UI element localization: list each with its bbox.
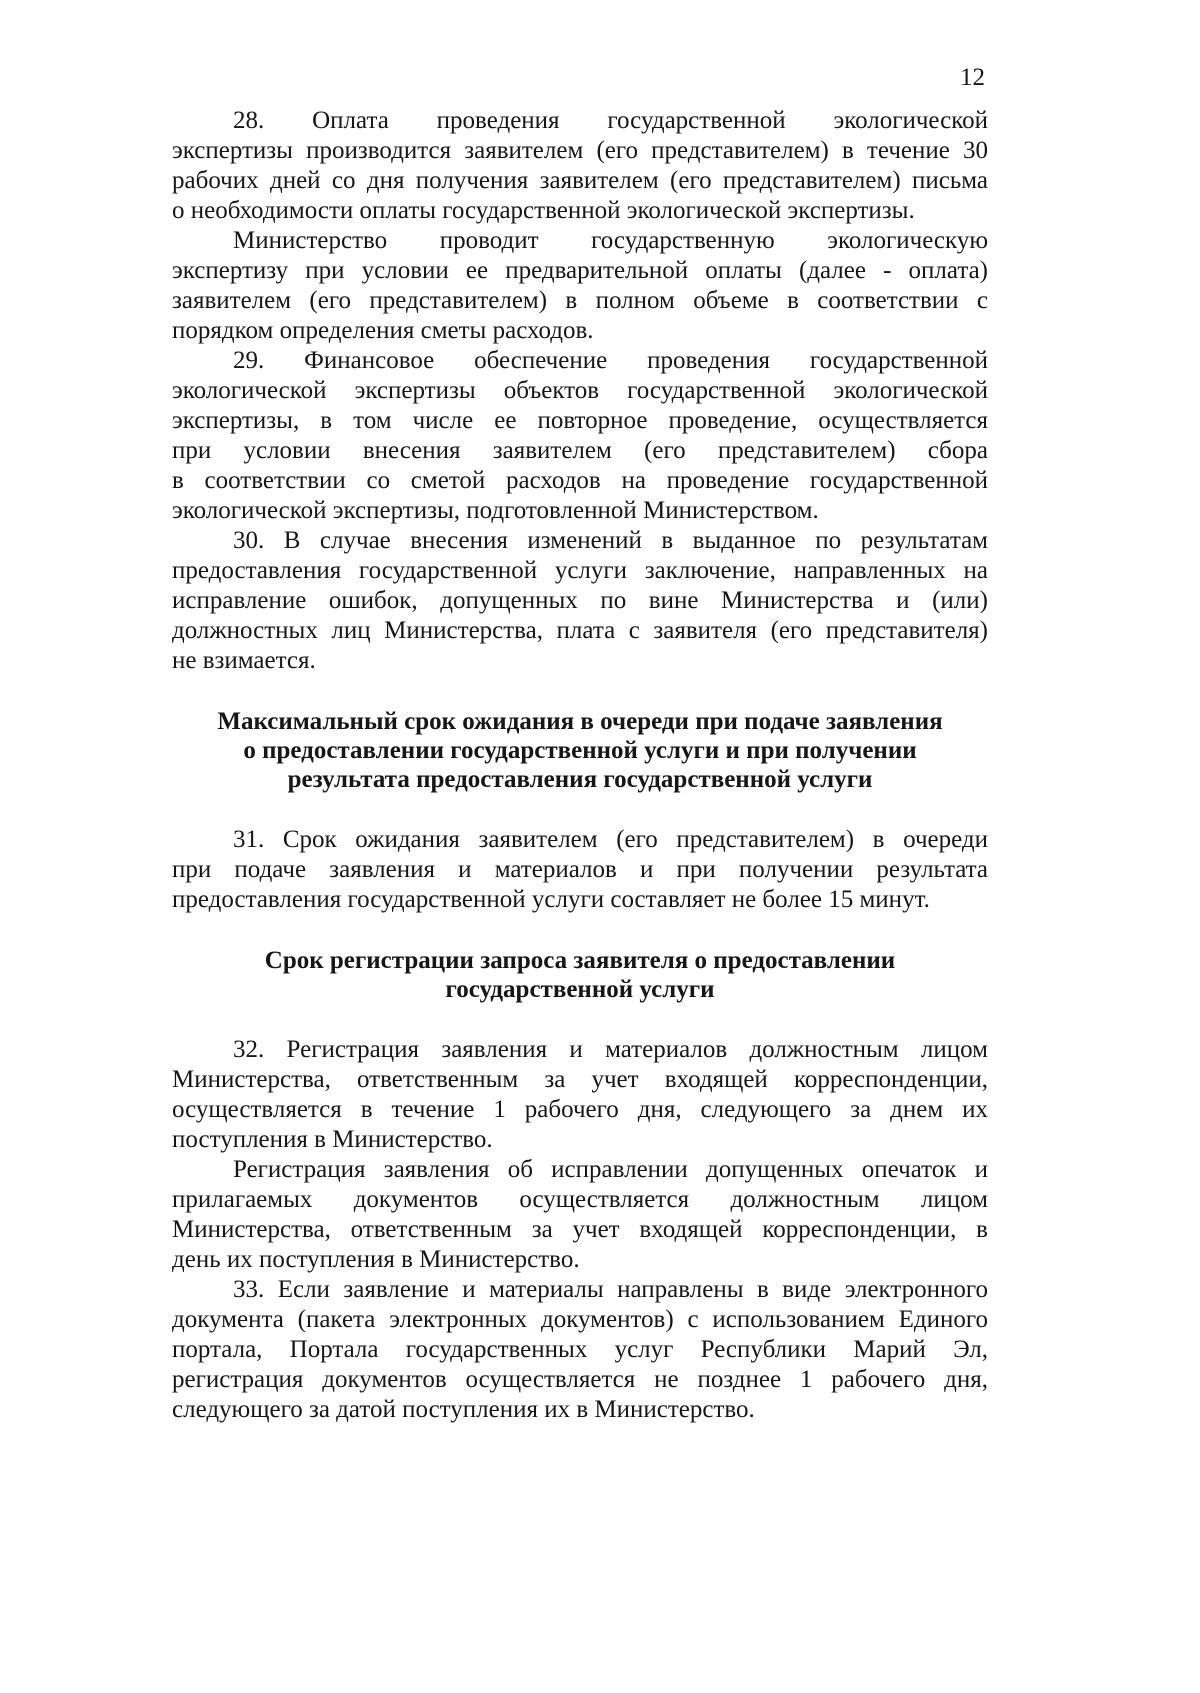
text-line: при условии внесения заявителем (его представителем) сбора [172,437,988,464]
paragraph [172,106,988,226]
text-line: при подаче заявления и материалов и при получении результата [172,856,988,883]
text-line: экологической экспертизы объектов государственной экологической [172,377,988,404]
page-number: 12 [960,64,985,91]
text-line: Регистрация заявления об исправлении допущенных опечаток и [233,1156,988,1183]
text-line: заявителем (его представителем) в полном объеме в соответствии с [172,287,988,314]
text-line: должностных лиц Министерства, плата с заявителя (его представителя) [172,617,988,644]
paragraph [172,1035,988,1155]
paragraph [172,1275,988,1425]
text-line: портала, Портала государственных услуг Республики Марий Эл, [172,1336,988,1363]
text-line: экспертизы производится заявителем (его представителем) в течение 30 [172,137,988,164]
text-line: экспертизу при условии ее предварительной оплаты (далее - оплата) [172,257,988,284]
text-line: экспертизы, в том числе ее повторное проведение, осуществляется [172,407,988,434]
heading-line: государственной услуги [445,976,715,1003]
text-line: поступления в Министерство. [172,1126,493,1153]
text-line: документа (пакета электронных документов) с использованием Единого [172,1306,988,1333]
heading-line: результата предоставления государственной услуги [287,766,873,793]
text-line: рабочих дней со дня получения заявителем (его представителем) письма [172,167,988,194]
text-line: Министерства, ответственным за учет входящей корреспонденции, в [172,1216,988,1243]
section-heading [172,707,988,794]
text-line: 28. Оплата проведения государственной экологической [233,107,988,134]
section-heading [172,946,988,1004]
text-line: в соответствии со сметой расходов на проведение государственной [172,467,988,494]
text-line: 33. Если заявление и материалы направлены в виде электронного [233,1276,988,1303]
text-line: регистрация документов осуществляется не позднее 1 рабочего дня, [172,1366,988,1393]
text-line: предоставления государственной услуги составляет не более 15 минут. [172,886,930,913]
text-line: Министерства, ответственным за учет входящей корреспонденции, [172,1066,988,1093]
paragraph [172,526,988,676]
text-line: порядком определения сметы расходов. [172,317,594,344]
paragraph [172,226,988,346]
text-line: о необходимости оплаты государственной экологической экспертизы. [172,197,915,224]
paragraph [172,1155,988,1275]
text-line: прилагаемых документов осуществляется должностным лицом [172,1186,988,1213]
text-line: исправление ошибок, допущенных по вине Министерства и (или) [172,587,988,614]
text-line: не взимается. [172,647,316,674]
text-line: следующего за датой поступления их в Министерство. [172,1396,755,1423]
text-line: Министерство проводит государственную экологическую [233,227,988,254]
text-line: 31. Срок ожидания заявителем (его представителем) в очереди [233,826,988,853]
text-line: осуществляется в течение 1 рабочего дня, следующего за днем их [172,1096,988,1123]
text-line: экологической экспертизы, подготовленной Министерством. [172,497,819,524]
paragraph [172,825,988,915]
heading-line: Максимальный срок ожидания в очереди при подаче заявления [217,708,943,735]
text-line: 29. Финансовое обеспечение проведения государственной [233,347,988,374]
heading-line: о предоставлении государственной услуги и при получении [243,737,917,764]
heading-line: Срок регистрации запроса заявителя о предоставлении [264,947,896,974]
text-line: день их поступления в Министерство. [172,1246,580,1273]
text-line: предоставления государственной услуги заключение, направленных на [172,557,988,584]
text-line: 30. В случае внесения изменений в выданное по результатам [233,527,988,554]
text-line: 32. Регистрация заявления и материалов должностным лицом [233,1036,988,1063]
document-body [172,106,988,1425]
paragraph [172,346,988,526]
